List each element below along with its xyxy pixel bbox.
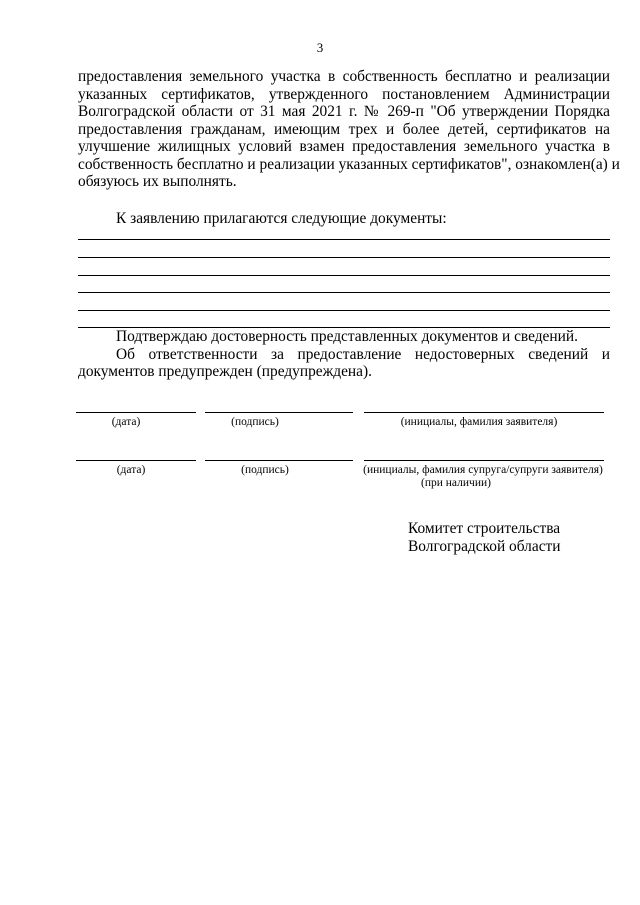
attachments-heading: К заявлению прилагаются следующие документы:: [116, 210, 447, 227]
paragraph-line: предоставления земельного участка в собственность бесплатно и реализации: [78, 68, 610, 85]
paragraph-line: указанных сертификатов, утвержденного постановлением Администрации: [78, 85, 610, 103]
name-caption: (инициалы, фамилия супруга/супруги заявителя): [363, 464, 603, 476]
addressee-line: Комитет строительства: [408, 520, 561, 537]
confirmation-line: Подтверждаю достоверность представленных документов и сведений.: [116, 328, 578, 345]
confirmation-paragraph: [78, 328, 610, 381]
name-field-applicant[interactable]: [364, 412, 604, 413]
attachment-line-5[interactable]: [78, 310, 610, 311]
name-field-spouse[interactable]: [364, 460, 604, 461]
attachment-line-1[interactable]: [78, 239, 610, 240]
name-caption: (инициалы, фамилия заявителя): [400, 416, 558, 428]
attachment-line-3[interactable]: [78, 275, 610, 276]
page-number: 3: [316, 40, 324, 55]
signature-field-spouse[interactable]: [205, 460, 353, 461]
addressee-block: [408, 520, 561, 556]
confirmation-line: Об ответственности за предоставление недостоверных сведений и: [116, 345, 610, 363]
date-caption: (дата): [116, 464, 146, 476]
paragraph-line: обязуюсь их выполнять.: [78, 173, 237, 190]
attachment-line-4[interactable]: [78, 292, 610, 293]
paragraph-line: предоставления гражданам, имеющим трех и более детей, сертификатов на: [78, 120, 610, 138]
signature-caption: (подпись): [231, 416, 279, 428]
paragraph-line: Волгоградской области от 31 мая 2021 г. № 269-п "Об утверждении Порядка: [78, 103, 610, 120]
signature-field-applicant[interactable]: [205, 412, 353, 413]
paragraph-line: собственность бесплатно и реализации указанных сертификатов", ознакомлен(а) и: [78, 155, 620, 173]
consent-paragraph: [78, 68, 620, 191]
date-caption: (дата): [111, 416, 141, 428]
addressee-line: Волгоградской области: [408, 538, 561, 555]
date-field-spouse[interactable]: [76, 460, 196, 461]
name-note: (при наличии): [421, 477, 491, 489]
signature-caption: (подпись): [241, 464, 289, 476]
paragraph-line: улучшение жилищных условий взамен предоставления земельного участка в: [78, 138, 610, 155]
date-field-applicant[interactable]: [76, 412, 196, 413]
confirmation-line: документов предупрежден (предупреждена).: [78, 363, 372, 380]
attachment-line-2[interactable]: [78, 257, 610, 258]
